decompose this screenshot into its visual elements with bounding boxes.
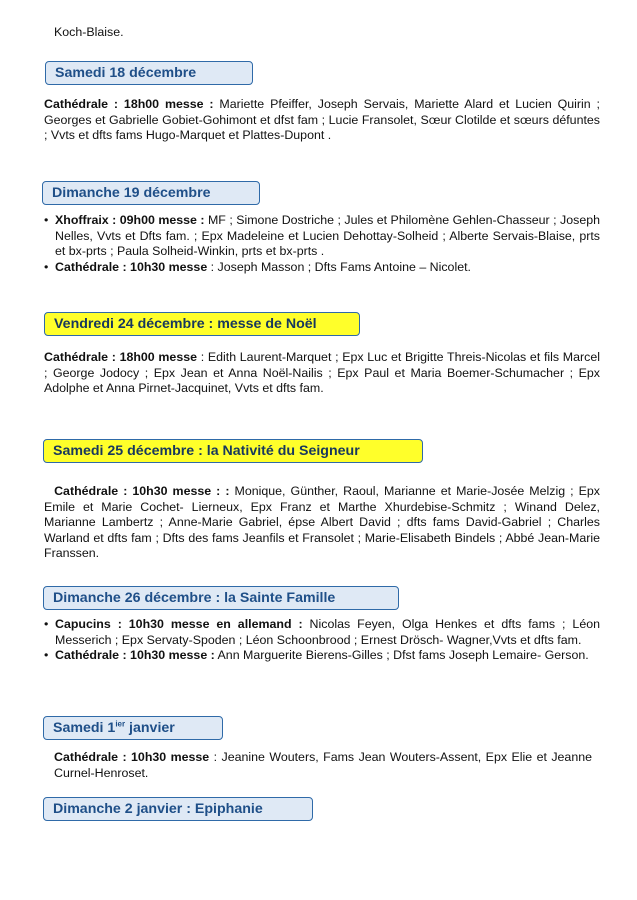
entry-samedi-25-cathedrale: Cathédrale : 10h30 messe : : Monique, Günther, Raoul, Marianne et Marie-Josée Melzig ; Epx Emile et Marie Cochet- Lierneux, Epx Franz et Marthe Xhurdebise-Schmitz ; Winand Delez, Marianne Lambertz ; Anne-Marie Gabriel, épse Albert David ; dfts fams David-Gabriel ; Charles Warland et dfts fam ; Dfts des fams Jeanfils et Fransolet ; Marie-Elisabeth Bindels ; Abbé Jean-Marie Franssen. [44,484,600,561]
entry-samedi-18-cathedrale: Cathédrale : 18h00 messe : Mariette Pfeiffer, Joseph Servais, Mariette Alard et Lucien Quirin ; Georges et Gabrielle Gobiet-Gohimont et dfst fam ; Lucie Fransolet, Sœur Clotilde et sœurs défuntes ; Vvts et dfts fams Hugo-Marquet et Plattes-Dupont . [44,97,600,143]
entry-dimanche-26-capucins: • Capucins : 10h30 messe en allemand : Nicolas Feyen, Olga Henkes et dfts fams ; Léon Messerich ; Epx Servaty-Spoden ; Léon Schoonbrood ; Ernest Drösch- Wagner,Vvts et dfts fam. [44,617,600,647]
entry-dimanche-26-cathedrale: • Cathédrale : 10h30 messe : Ann Marguerite Bierens-Gilles ; Dfst fams Joseph Lemaire- Gerson. [44,648,589,663]
entry-dimanche-19-xhoffraix: • Xhoffraix : 09h00 messe : MF ; Simone Dostriche ; Jules et Philomène Gehlen-Chasseur ; Joseph Nelles, Vvts et Dfts fam. ; Epx Madeleine et Lucien Dehottay-Solheid ; Alberte Servais-Blaise, prts et bx-prts ; Paula Solheid-Winkin, prts et bx-prts . [44,213,600,259]
entry-samedi-1-cathedrale: Cathédrale : 10h30 messe : Jeanine Wouters, Fams Jean Wouters-Assent, Epx Elie et Jeanne Curnel-Henroset. [54,750,592,780]
heading-samedi-25: Samedi 25 décembre : la Nativité du Seigneur [43,439,423,463]
entry-dimanche-19-cathedrale: • Cathédrale : 10h30 messe : Joseph Masson ; Dfts Fams Antoine – Nicolet. [44,259,471,274]
heading-dimanche-26: Dimanche 26 décembre : la Sainte Famille [43,586,399,610]
intro-tail: Koch-Blaise. [54,25,124,39]
list-dimanche-19 [44,213,600,275]
list-dimanche-26 [44,617,600,664]
heading-dimanche-19: Dimanche 19 décembre [42,181,260,205]
heading-samedi-18: Samedi 18 décembre [45,61,253,85]
entry-vendredi-24-cathedrale: Cathédrale : 18h00 messe : Edith Laurent-Marquet ; Epx Luc et Brigitte Threis-Nicolas et fils Marcel ; George Jodocy ; Epx Jean et Anna Noël-Nailis ; Epx Paul et Maria Boemer-Schumacher ; Epx Adolphe et Anna Pirnet-Jacquinet, Vvts et dfts fam. [44,350,600,396]
heading-samedi-1-janvier: Samedi $1^{ier}$ janvier [43,716,223,740]
heading-dimanche-2-janvier: Dimanche 2 janvier : Epiphanie [43,797,313,821]
heading-vendredi-24: Vendredi 24 décembre : messe de Noël [44,312,360,336]
